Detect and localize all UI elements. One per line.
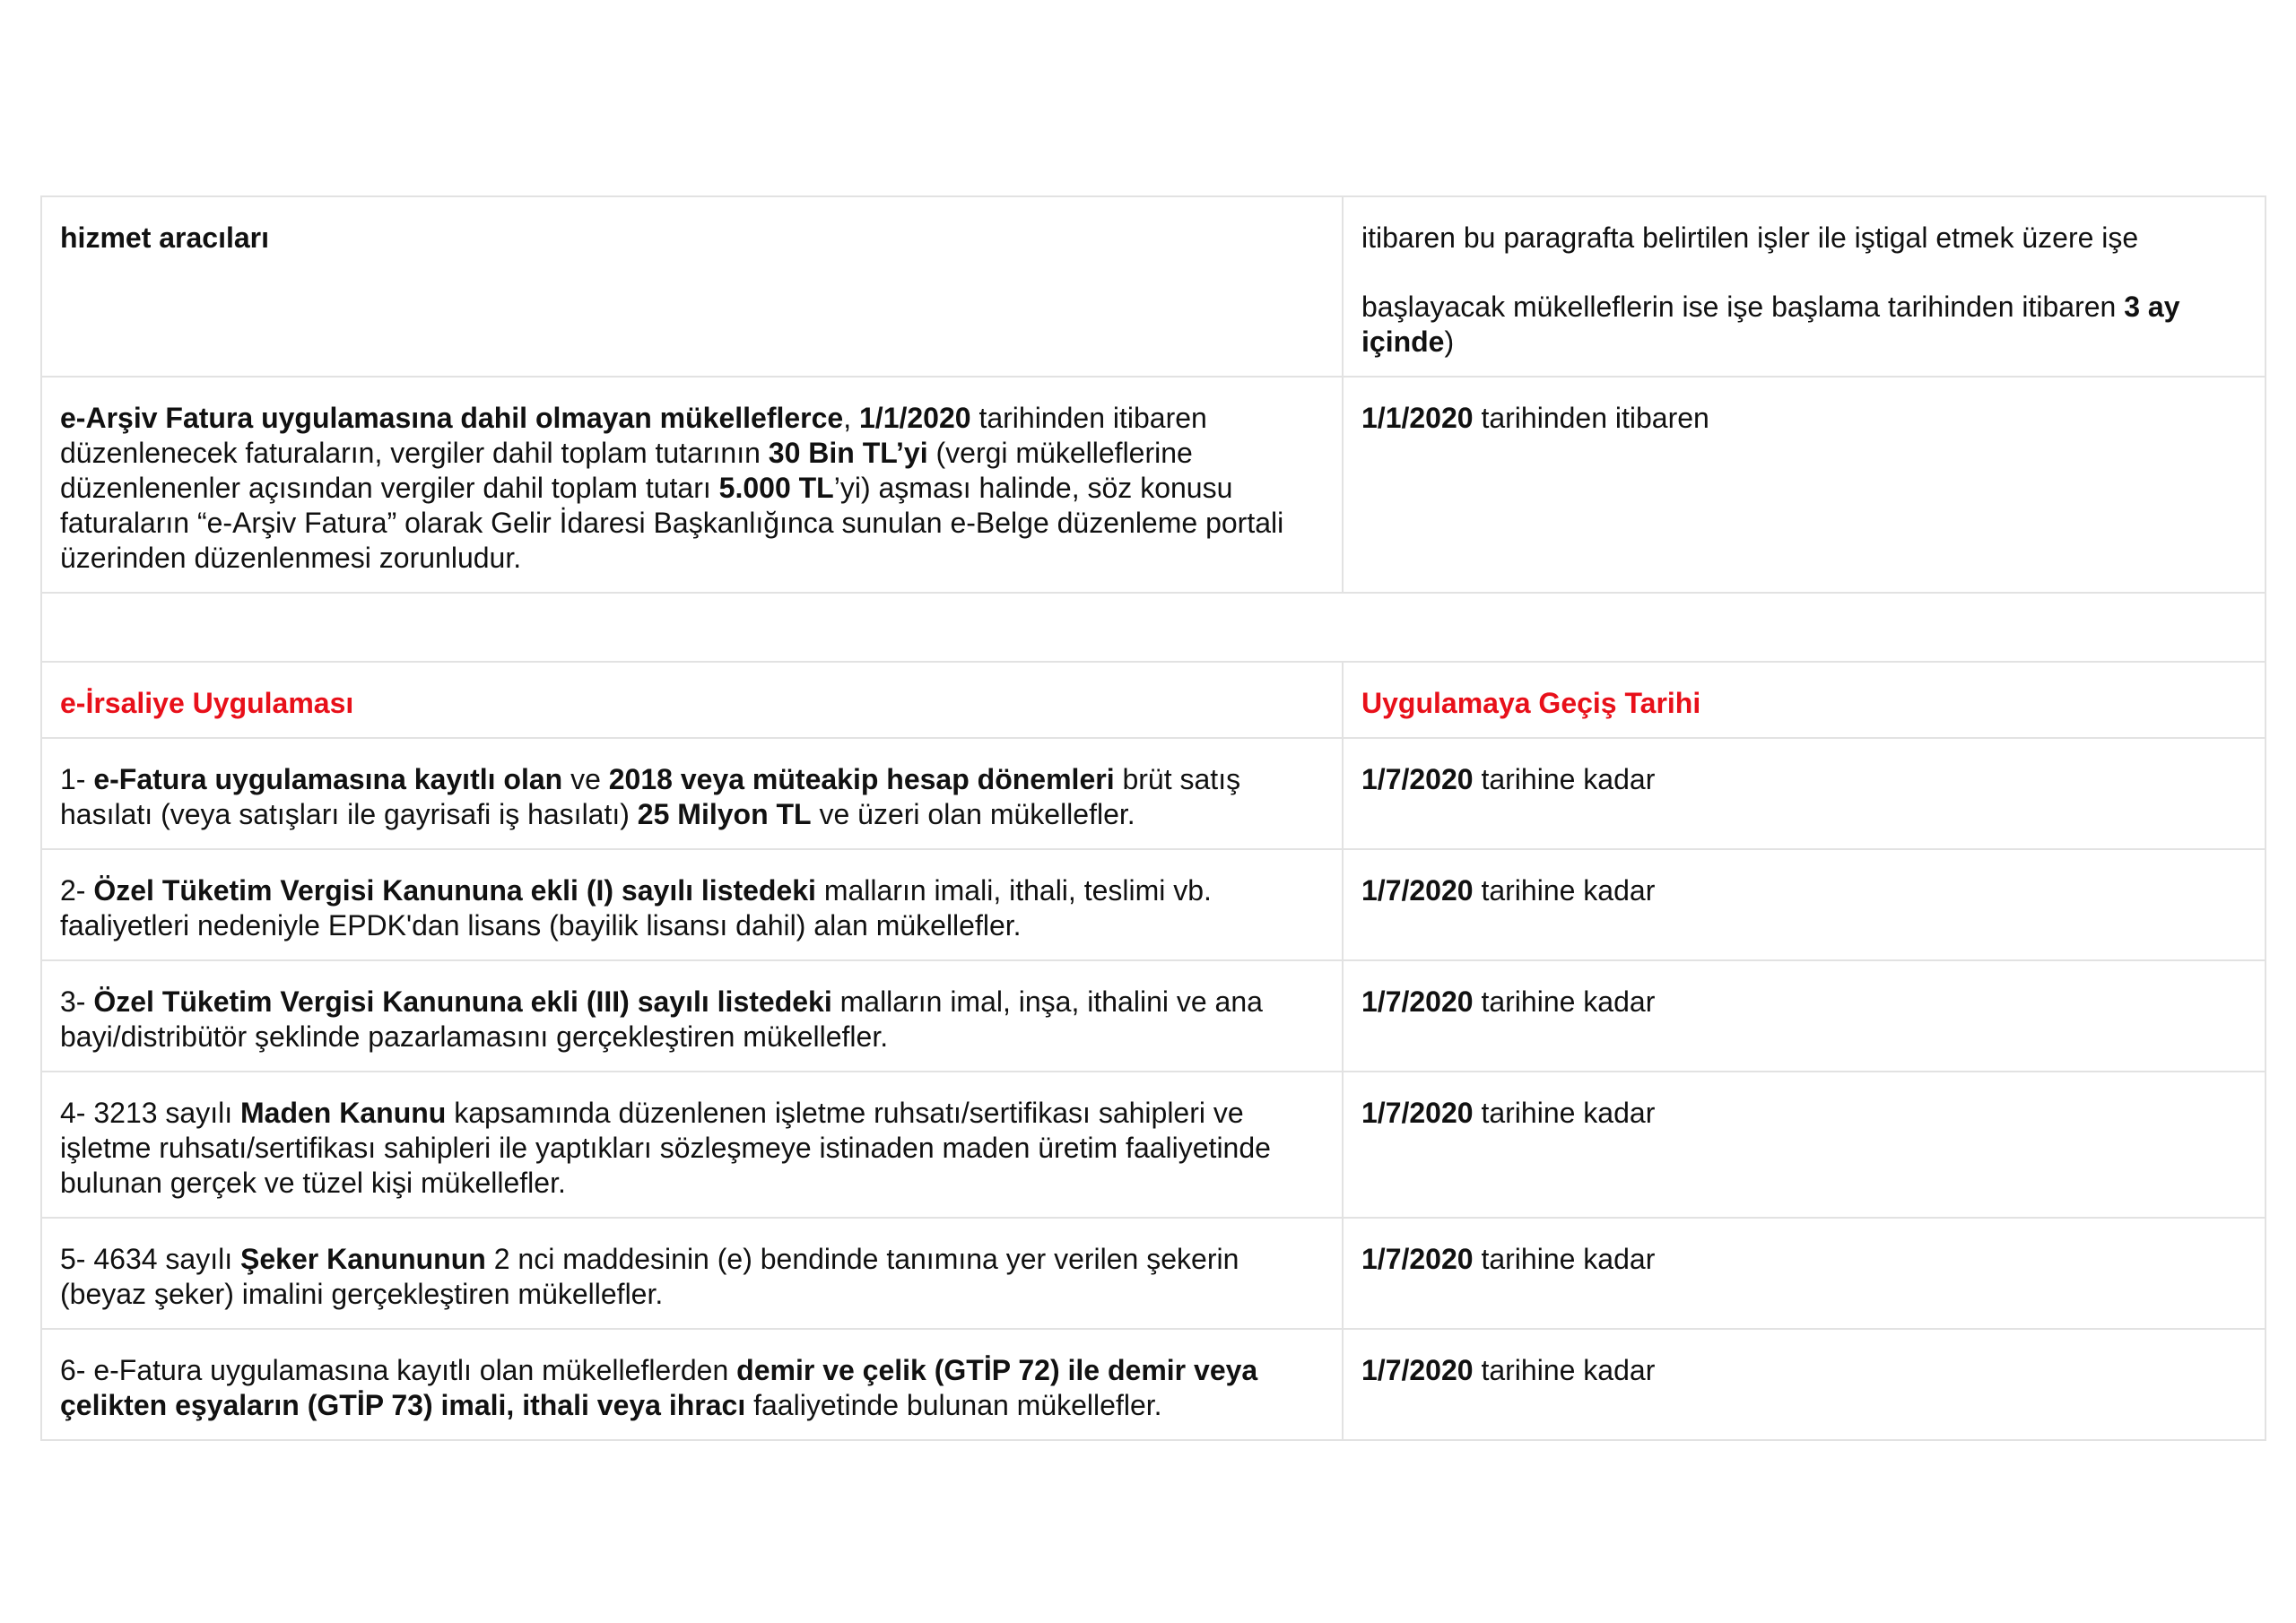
cell-left [41,960,1343,1072]
cell-text: , [843,402,859,434]
cell-text: 2 nci maddesinin (e) bendinde tanımına yer verilen şekerin (beyaz şeker) imalini gerçekleştiren mükellefler. [60,1243,1239,1310]
cell-text-bold: Özel Tüketim Vergisi Kanununa ekli (I) sayılı listedeki [93,874,816,907]
table-row [41,960,2266,1072]
table-row [41,196,2266,377]
cell-text: brüt satış hasılatı (veya satışları ile gayrisafi iş hasılatı) [60,763,1241,830]
cell-text-bold: 30 Bin TL’yi [768,437,928,469]
table-row-empty [41,593,2266,662]
cell-text: tarihine kadar [1473,763,1656,795]
cell-text-bold: 25 Milyon TL [637,798,812,830]
cell-text: tarihine kadar [1473,1354,1656,1386]
cell-text: tarihine kadar [1473,874,1656,907]
cell-right [1343,738,2266,849]
cell-text-line [1361,290,2247,360]
date-bold: 1/7/2020 [1361,1354,1474,1386]
cell-text: malların imali, ithali, teslimi vb. faaliyetleri nedeniyle EPDK'dan lisans (bayilik lisansı dahil) alan mükellefler. [60,874,1212,942]
date-bold: 1/7/2020 [1361,763,1474,795]
cell-text: tarihine kadar [1473,1243,1656,1275]
cell-text-bold: e-Fatura uygulamasına kayıtlı olan [93,763,563,795]
table-row [41,849,2266,960]
table-row [41,1218,2266,1329]
cell-text-bold: Şeker Kanununun [240,1243,486,1275]
cell-right [1343,196,2266,377]
cell-text-bold: e-Arşiv Fatura uygulamasına dahil olmayan mükelleflerce [60,402,844,434]
cell-text-bold: Maden Kanunu [240,1097,447,1129]
cell-text: itibaren bu paragrafta belirtilen işler ile iştigal etmek üzere işe [1361,221,2139,254]
cell-left [41,662,1343,738]
column-heading: Uygulamaya Geçiş Tarihi [1361,687,1701,719]
cell-text-bold: 3 ay içinde [1361,291,2180,358]
date-bold: 1/7/2020 [1361,1097,1474,1129]
cell-empty [41,593,2266,662]
table-row [41,738,2266,849]
cell-text: malların imal, inşa, ithalini ve ana bayi/distribütör şeklinde pazarlamasını gerçekleştiren mükellefler. [60,985,1263,1053]
cell-text: başlayacak mükelleflerin ise işe başlama tarihinden itibaren [1361,291,2125,323]
cell-text: 6- e-Fatura uygulamasına kayıtlı olan mükelleflerden [60,1354,737,1386]
cell-text: ve [562,763,609,795]
cell-text-bold: 1/1/2020 [859,402,971,434]
cell-text: ) [1444,325,1455,358]
cell-right [1343,377,2266,593]
cell-text: 3- [60,985,94,1018]
cell-text: (vergi mükelleflerine düzenlenenler açısından vergiler dahil toplam tutarı [60,437,1193,504]
cell-text: ’yi) aşması halinde, söz konusu faturaların “e-Arşiv Fatura” olarak Gelir İdaresi Başkanlığınca sunulan e-Belge düzenleme portali üzerinden düzenlenmesi zorunludur. [60,472,1284,574]
cell-text-bold: Özel Tüketim Vergisi Kanununa ekli (III) sayılı listedeki [93,985,832,1018]
regulation-table [40,195,2266,1441]
cell-text: tarihinden itibaren [1473,402,1709,434]
cell-left [41,196,1343,377]
cell-right [1343,1072,2266,1218]
section-heading: e-İrsaliye Uygulaması [60,687,354,719]
table-row [41,377,2266,593]
cell-text: tarihinden itibaren düzenlenecek faturaların, vergiler dahil toplam tutarının [60,402,1207,469]
cell-right [1343,849,2266,960]
cell-text-bold: 1/1/2020 [1361,402,1474,434]
cell-text: tarihine kadar [1473,985,1656,1018]
cell-text: 2- [60,874,94,907]
date-bold: 1/7/2020 [1361,874,1474,907]
cell-text: hizmet aracıları [60,221,269,254]
cell-left [41,849,1343,960]
cell-right [1343,662,2266,738]
date-bold: 1/7/2020 [1361,985,1474,1018]
table-header-row [41,662,2266,738]
cell-text: faaliyetinde bulunan mükellefler. [745,1389,1162,1421]
table-row [41,1329,2266,1440]
cell-text-bold: 5.000 TL [718,472,834,504]
cell-left [41,1329,1343,1440]
cell-right [1343,1329,2266,1440]
date-bold: 1/7/2020 [1361,1243,1474,1275]
cell-left [41,738,1343,849]
cell-left [41,1072,1343,1218]
cell-text: ve üzeri olan mükellefler. [811,798,1135,830]
table-row [41,1072,2266,1218]
cell-text: tarihine kadar [1473,1097,1656,1129]
cell-text: 4- 3213 sayılı [60,1097,240,1129]
cell-text: kapsamında düzenlenen işletme ruhsatı/sertifikası sahipleri ve işletme ruhsatı/sertifikası sahipleri ile yaptıkları sözleşmeye istinaden maden üretim faaliyetinde bulunan gerçek ve tüzel kişi mükellefler. [60,1097,1271,1199]
cell-left [41,377,1343,593]
cell-text-bold: demir ve çelik (GTİP 72) ile demir veya çelikten eşyaların (GTİP 73) imali, ithali veya ihracı [60,1354,1258,1421]
cell-text-bold: 2018 veya müteakip hesap dönemleri [608,763,1115,795]
cell-right [1343,1218,2266,1329]
cell-text: 5- 4634 sayılı [60,1243,240,1275]
cell-right [1343,960,2266,1072]
cell-text: 1- [60,763,94,795]
cell-left [41,1218,1343,1329]
